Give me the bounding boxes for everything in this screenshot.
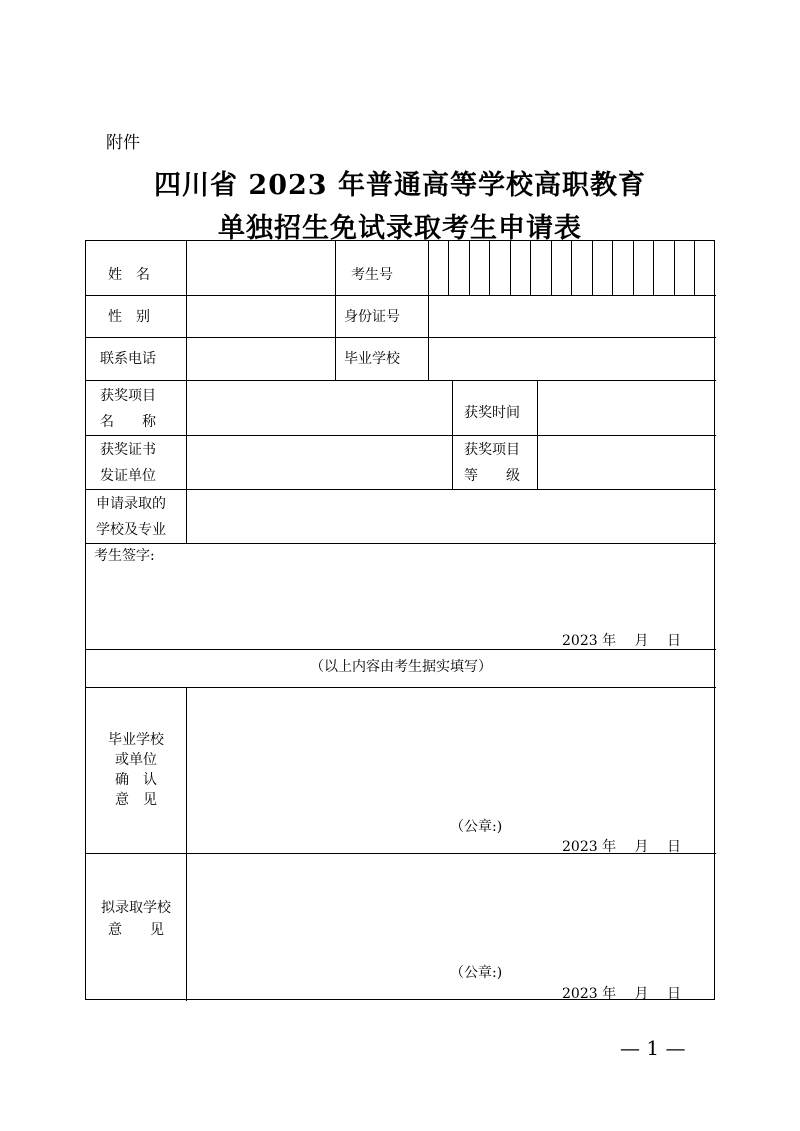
exam-no-digit-box: [592, 241, 593, 295]
row-divider: [86, 380, 716, 381]
admit-date: 2023 年 月 日: [562, 986, 681, 1002]
row-divider: [86, 543, 716, 544]
confirm-seal: （公章:): [450, 819, 503, 835]
column-divider: [428, 241, 429, 380]
exam-no-digit-box: [612, 241, 613, 295]
fill-note: （以上内容由考生据实填写）: [310, 659, 492, 675]
row-divider: [86, 489, 716, 490]
name-label: 姓 名: [108, 267, 150, 283]
admit-seal: （公章:): [450, 965, 503, 981]
id-no-label: 身份证号: [344, 309, 400, 325]
column-divider: [452, 380, 453, 489]
row-divider: [86, 295, 716, 296]
cert-issuer-label-line2: 发证单位: [100, 468, 156, 484]
confirm-label-line1: 毕业学校: [108, 732, 164, 748]
admit-label-line1: 拟录取学校: [101, 900, 171, 916]
award-item-label-line1: 获奖项目: [100, 388, 156, 404]
row-divider: [86, 435, 716, 436]
confirm-label-line3: 确 认: [115, 772, 157, 788]
exam-no-digit-box: [510, 241, 511, 295]
application-form-table: [85, 240, 715, 1000]
award-item-label-line2: 名 称: [100, 414, 156, 430]
gender-label: 性 别: [108, 309, 150, 325]
row-divider: [86, 337, 716, 338]
grad-school-label: 毕业学校: [344, 351, 400, 367]
confirm-date: 2023 年 月 日: [562, 839, 681, 855]
award-level-label-line1: 获奖项目: [464, 442, 520, 458]
row-divider: [86, 687, 716, 688]
cert-issuer-label-line1: 获奖证书: [100, 442, 156, 458]
confirm-label-line4: 意 见: [115, 792, 157, 808]
exam-no-digit-box: [489, 241, 490, 295]
exam-no-digit-box: [674, 241, 675, 295]
exam-no-digit-box: [530, 241, 531, 295]
column-divider: [335, 241, 336, 380]
form-title-line2: 单独招生免试录取考生申请表: [218, 213, 582, 244]
column-divider: [537, 380, 538, 489]
column-divider: [186, 241, 187, 543]
exam-no-digit-box: [653, 241, 654, 295]
form-title-line1: 四川省 2023 年普通高等学校高职教育: [154, 170, 646, 201]
exam-no-digit-box: [551, 241, 552, 295]
exam-no-digit-box: [694, 241, 695, 295]
confirm-label-line2: 或单位: [115, 752, 157, 768]
apply-label-line2: 学校及专业: [96, 522, 166, 538]
exam-no-digit-box: [448, 241, 449, 295]
attachment-label: 附件: [106, 133, 140, 153]
admit-label-line2: 意 见: [108, 922, 164, 938]
apply-label-line1: 申请录取的: [96, 496, 166, 512]
exam-no-label: 考生号: [351, 267, 393, 283]
signature-label: 考生签字:: [94, 548, 155, 564]
exam-no-digit-box: [633, 241, 634, 295]
exam-no-digit-box: [469, 241, 470, 295]
award-level-label-line2: 等 级: [464, 468, 520, 484]
award-time-label: 获奖时间: [464, 405, 520, 421]
signature-date: 2023 年 月 日: [562, 633, 681, 649]
phone-label: 联系电话: [100, 351, 156, 367]
exam-no-digit-box: [571, 241, 572, 295]
page-number: — 1 —: [620, 1036, 686, 1060]
column-divider: [186, 687, 187, 1001]
